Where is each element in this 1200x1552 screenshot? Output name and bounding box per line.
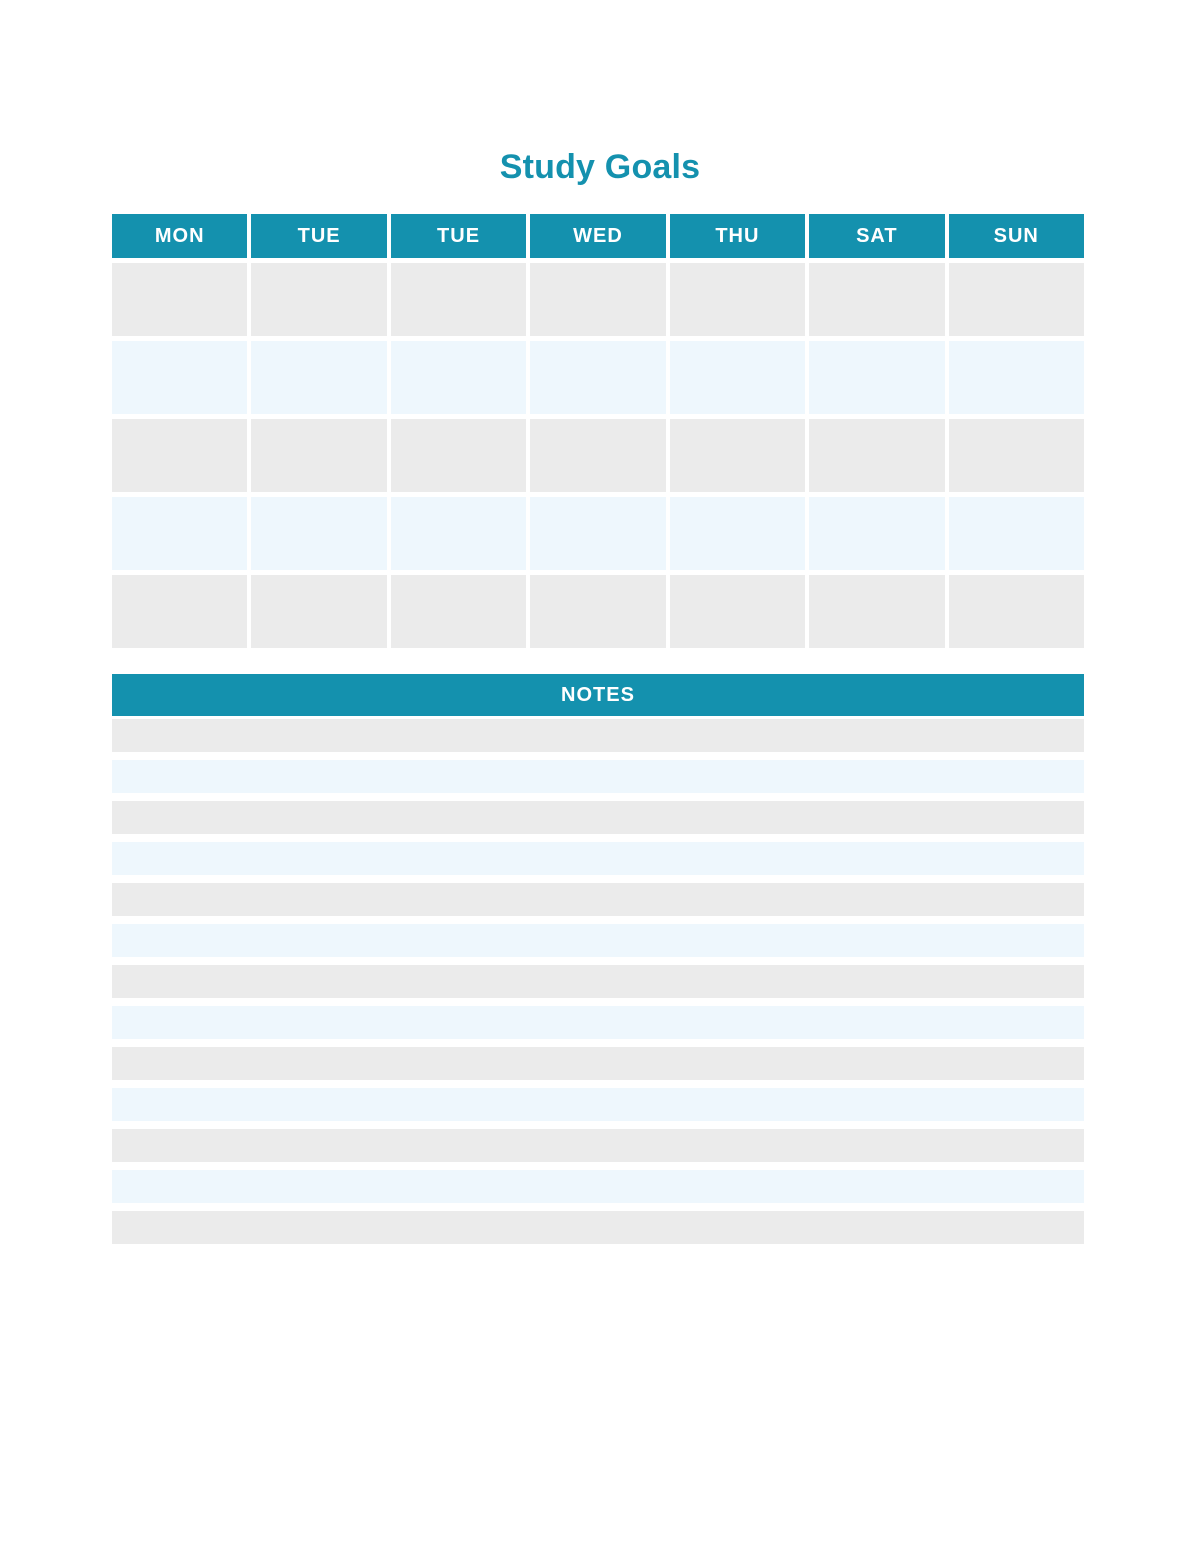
table-row [112, 263, 1084, 336]
grid-cell[interactable] [391, 263, 526, 336]
grid-cell[interactable] [670, 419, 805, 492]
grid-cell[interactable] [251, 419, 386, 492]
note-line[interactable] [112, 965, 1084, 998]
note-line[interactable] [112, 1006, 1084, 1039]
weekday-header-sun: SUN [949, 214, 1084, 258]
grid-cell[interactable] [809, 575, 944, 648]
weekday-header-tue-1: TUE [251, 214, 386, 258]
grid-cell[interactable] [530, 263, 665, 336]
grid-cell[interactable] [251, 341, 386, 414]
table-row [112, 575, 1084, 648]
table-row [112, 497, 1084, 570]
note-line[interactable] [112, 1047, 1084, 1080]
weekly-grid-body [112, 263, 1084, 648]
grid-cell[interactable] [949, 419, 1084, 492]
weekday-header-tue-2: TUE [391, 214, 526, 258]
grid-cell[interactable] [809, 419, 944, 492]
grid-cell[interactable] [670, 575, 805, 648]
note-line[interactable] [112, 1088, 1084, 1121]
grid-cell[interactable] [112, 419, 247, 492]
grid-cell[interactable] [391, 419, 526, 492]
grid-cell[interactable] [949, 497, 1084, 570]
grid-cell[interactable] [251, 575, 386, 648]
weekday-header-thu: THU [670, 214, 805, 258]
grid-cell[interactable] [112, 497, 247, 570]
weekday-header-wed: WED [530, 214, 665, 258]
weekday-header-mon: MON [112, 214, 247, 258]
grid-cell[interactable] [251, 263, 386, 336]
grid-cell[interactable] [391, 575, 526, 648]
table-row [112, 419, 1084, 492]
grid-cell[interactable] [391, 497, 526, 570]
grid-cell[interactable] [670, 497, 805, 570]
grid-cell[interactable] [112, 263, 247, 336]
note-line[interactable] [112, 924, 1084, 957]
grid-cell[interactable] [949, 575, 1084, 648]
grid-cell[interactable] [530, 419, 665, 492]
grid-cell[interactable] [112, 341, 247, 414]
grid-cell[interactable] [949, 341, 1084, 414]
grid-cell[interactable] [949, 263, 1084, 336]
grid-cell[interactable] [809, 341, 944, 414]
weekly-goal-grid [112, 214, 1084, 653]
grid-cell[interactable] [670, 341, 805, 414]
grid-cell[interactable] [809, 263, 944, 336]
notes-section [112, 674, 1084, 1252]
weekday-header-row [112, 214, 1084, 258]
page-title: Study Goals [499, 148, 701, 186]
note-line[interactable] [112, 719, 1084, 752]
notes-header: NOTES [112, 674, 1084, 716]
note-line[interactable] [112, 1170, 1084, 1203]
note-line[interactable] [112, 1129, 1084, 1162]
notes-lines [112, 719, 1084, 1244]
note-line[interactable] [112, 760, 1084, 793]
grid-cell[interactable] [670, 263, 805, 336]
grid-cell[interactable] [530, 341, 665, 414]
grid-cell[interactable] [251, 497, 386, 570]
grid-cell[interactable] [530, 497, 665, 570]
note-line[interactable] [112, 883, 1084, 916]
table-row [112, 341, 1084, 414]
note-line[interactable] [112, 801, 1084, 834]
note-line[interactable] [112, 842, 1084, 875]
grid-cell[interactable] [391, 341, 526, 414]
grid-cell[interactable] [809, 497, 944, 570]
weekday-header-sat: SAT [809, 214, 944, 258]
grid-cell[interactable] [112, 575, 247, 648]
note-line[interactable] [112, 1211, 1084, 1244]
grid-cell[interactable] [530, 575, 665, 648]
